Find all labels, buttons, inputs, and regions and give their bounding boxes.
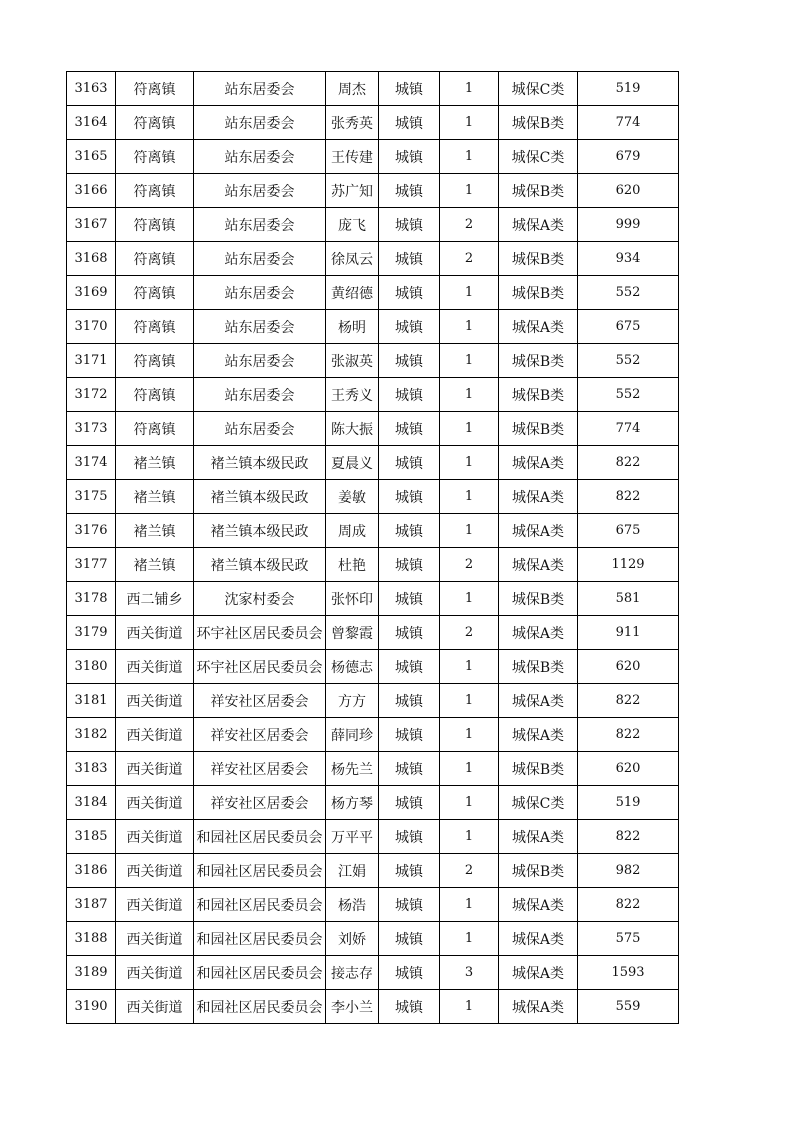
cell-count: 1 xyxy=(440,786,499,820)
cell-number: 3175 xyxy=(67,480,116,514)
cell-count: 1 xyxy=(440,446,499,480)
cell-type: 城镇 xyxy=(379,752,440,786)
cell-category: 城保A类 xyxy=(499,548,578,582)
cell-town: 西关街道 xyxy=(116,684,194,718)
cell-category: 城保B类 xyxy=(499,174,578,208)
cell-town: 符离镇 xyxy=(116,208,194,242)
cell-name: 姜敏 xyxy=(326,480,379,514)
table-row xyxy=(67,242,679,276)
cell-name: 方方 xyxy=(326,684,379,718)
cell-count: 1 xyxy=(440,820,499,854)
cell-committee: 褚兰镇本级民政 xyxy=(194,514,326,548)
cell-type: 城镇 xyxy=(379,344,440,378)
cell-number: 3187 xyxy=(67,888,116,922)
cell-committee: 和园社区居民委员会 xyxy=(194,854,326,888)
cell-category: 城保A类 xyxy=(499,446,578,480)
cell-number: 3177 xyxy=(67,548,116,582)
cell-town: 西关街道 xyxy=(116,616,194,650)
cell-category: 城保C类 xyxy=(499,786,578,820)
cell-number: 3169 xyxy=(67,276,116,310)
cell-name: 刘娇 xyxy=(326,922,379,956)
cell-category: 城保A类 xyxy=(499,922,578,956)
cell-category: 城保B类 xyxy=(499,582,578,616)
cell-amount: 822 xyxy=(578,820,679,854)
cell-amount: 675 xyxy=(578,310,679,344)
cell-committee: 站东居委会 xyxy=(194,344,326,378)
cell-committee: 和园社区居民委员会 xyxy=(194,922,326,956)
cell-committee: 和园社区居民委员会 xyxy=(194,956,326,990)
cell-number: 3171 xyxy=(67,344,116,378)
cell-count: 1 xyxy=(440,174,499,208)
cell-committee: 祥安社区居委会 xyxy=(194,752,326,786)
cell-committee: 褚兰镇本级民政 xyxy=(194,480,326,514)
table-row xyxy=(67,718,679,752)
cell-count: 2 xyxy=(440,548,499,582)
cell-count: 1 xyxy=(440,582,499,616)
cell-amount: 982 xyxy=(578,854,679,888)
cell-town: 褚兰镇 xyxy=(116,446,194,480)
table-row xyxy=(67,922,679,956)
cell-type: 城镇 xyxy=(379,208,440,242)
cell-category: 城保A类 xyxy=(499,310,578,344)
cell-type: 城镇 xyxy=(379,582,440,616)
cell-name: 万平平 xyxy=(326,820,379,854)
cell-category: 城保B类 xyxy=(499,106,578,140)
table-row xyxy=(67,344,679,378)
cell-amount: 552 xyxy=(578,276,679,310)
cell-committee: 和园社区居民委员会 xyxy=(194,820,326,854)
cell-type: 城镇 xyxy=(379,72,440,106)
cell-committee: 站东居委会 xyxy=(194,242,326,276)
cell-number: 3173 xyxy=(67,412,116,446)
cell-type: 城镇 xyxy=(379,820,440,854)
cell-name: 张淑英 xyxy=(326,344,379,378)
cell-category: 城保B类 xyxy=(499,344,578,378)
cell-committee: 褚兰镇本级民政 xyxy=(194,446,326,480)
cell-town: 西关街道 xyxy=(116,650,194,684)
cell-type: 城镇 xyxy=(379,412,440,446)
cell-type: 城镇 xyxy=(379,990,440,1024)
cell-category: 城保A类 xyxy=(499,956,578,990)
cell-number: 3167 xyxy=(67,208,116,242)
cell-town: 符离镇 xyxy=(116,378,194,412)
cell-amount: 575 xyxy=(578,922,679,956)
cell-committee: 站东居委会 xyxy=(194,72,326,106)
cell-amount: 822 xyxy=(578,446,679,480)
cell-number: 3182 xyxy=(67,718,116,752)
cell-category: 城保A类 xyxy=(499,684,578,718)
table-row xyxy=(67,446,679,480)
cell-type: 城镇 xyxy=(379,616,440,650)
cell-town: 西关街道 xyxy=(116,956,194,990)
cell-town: 西关街道 xyxy=(116,922,194,956)
cell-committee: 站东居委会 xyxy=(194,106,326,140)
table-row xyxy=(67,582,679,616)
cell-town: 符离镇 xyxy=(116,72,194,106)
cell-amount: 1593 xyxy=(578,956,679,990)
cell-committee: 站东居委会 xyxy=(194,310,326,344)
table-row xyxy=(67,616,679,650)
cell-category: 城保B类 xyxy=(499,378,578,412)
cell-type: 城镇 xyxy=(379,446,440,480)
cell-count: 1 xyxy=(440,480,499,514)
cell-committee: 站东居委会 xyxy=(194,276,326,310)
cell-category: 城保C类 xyxy=(499,140,578,174)
cell-count: 1 xyxy=(440,344,499,378)
cell-number: 3165 xyxy=(67,140,116,174)
cell-committee: 环宇社区居民委员会 xyxy=(194,616,326,650)
cell-number: 3189 xyxy=(67,956,116,990)
cell-number: 3183 xyxy=(67,752,116,786)
cell-count: 1 xyxy=(440,684,499,718)
cell-count: 1 xyxy=(440,72,499,106)
table-row xyxy=(67,310,679,344)
cell-name: 夏晨义 xyxy=(326,446,379,480)
table-row xyxy=(67,72,679,106)
cell-type: 城镇 xyxy=(379,174,440,208)
table-row xyxy=(67,548,679,582)
cell-amount: 911 xyxy=(578,616,679,650)
cell-town: 褚兰镇 xyxy=(116,514,194,548)
cell-count: 2 xyxy=(440,854,499,888)
cell-name: 陈大振 xyxy=(326,412,379,446)
cell-number: 3170 xyxy=(67,310,116,344)
cell-number: 3176 xyxy=(67,514,116,548)
cell-committee: 站东居委会 xyxy=(194,140,326,174)
cell-name: 王传建 xyxy=(326,140,379,174)
cell-category: 城保B类 xyxy=(499,752,578,786)
cell-committee: 和园社区居民委员会 xyxy=(194,990,326,1024)
cell-number: 3178 xyxy=(67,582,116,616)
cell-name: 黄绍德 xyxy=(326,276,379,310)
cell-committee: 沈家村委会 xyxy=(194,582,326,616)
cell-committee: 环宇社区居民委员会 xyxy=(194,650,326,684)
cell-count: 1 xyxy=(440,140,499,174)
cell-count: 2 xyxy=(440,242,499,276)
cell-name: 王秀义 xyxy=(326,378,379,412)
cell-type: 城镇 xyxy=(379,888,440,922)
cell-number: 3184 xyxy=(67,786,116,820)
table-row xyxy=(67,106,679,140)
cell-amount: 822 xyxy=(578,888,679,922)
cell-committee: 站东居委会 xyxy=(194,174,326,208)
cell-town: 符离镇 xyxy=(116,344,194,378)
cell-type: 城镇 xyxy=(379,242,440,276)
cell-name: 接志存 xyxy=(326,956,379,990)
cell-count: 1 xyxy=(440,106,499,140)
cell-amount: 934 xyxy=(578,242,679,276)
cell-town: 符离镇 xyxy=(116,242,194,276)
cell-amount: 581 xyxy=(578,582,679,616)
table-row xyxy=(67,684,679,718)
cell-name: 张怀印 xyxy=(326,582,379,616)
cell-count: 3 xyxy=(440,956,499,990)
cell-amount: 519 xyxy=(578,786,679,820)
cell-number: 3163 xyxy=(67,72,116,106)
cell-count: 1 xyxy=(440,752,499,786)
cell-town: 西二铺乡 xyxy=(116,582,194,616)
table-row xyxy=(67,480,679,514)
cell-amount: 675 xyxy=(578,514,679,548)
cell-town: 西关街道 xyxy=(116,786,194,820)
cell-committee: 褚兰镇本级民政 xyxy=(194,548,326,582)
cell-amount: 774 xyxy=(578,412,679,446)
cell-amount: 620 xyxy=(578,752,679,786)
cell-number: 3168 xyxy=(67,242,116,276)
cell-town: 西关街道 xyxy=(116,990,194,1024)
cell-name: 杜艳 xyxy=(326,548,379,582)
cell-number: 3164 xyxy=(67,106,116,140)
cell-name: 杨德志 xyxy=(326,650,379,684)
cell-name: 江娟 xyxy=(326,854,379,888)
cell-category: 城保B类 xyxy=(499,412,578,446)
table-row xyxy=(67,208,679,242)
cell-name: 庞飞 xyxy=(326,208,379,242)
cell-category: 城保A类 xyxy=(499,888,578,922)
cell-type: 城镇 xyxy=(379,276,440,310)
cell-name: 杨明 xyxy=(326,310,379,344)
cell-amount: 552 xyxy=(578,378,679,412)
table-row xyxy=(67,786,679,820)
table-row xyxy=(67,412,679,446)
cell-town: 符离镇 xyxy=(116,276,194,310)
cell-category: 城保B类 xyxy=(499,276,578,310)
cell-type: 城镇 xyxy=(379,480,440,514)
table-row xyxy=(67,854,679,888)
cell-number: 3185 xyxy=(67,820,116,854)
cell-town: 西关街道 xyxy=(116,888,194,922)
cell-town: 西关街道 xyxy=(116,718,194,752)
cell-amount: 822 xyxy=(578,684,679,718)
cell-count: 1 xyxy=(440,310,499,344)
cell-type: 城镇 xyxy=(379,718,440,752)
cell-category: 城保B类 xyxy=(499,854,578,888)
cell-count: 1 xyxy=(440,650,499,684)
cell-name: 李小兰 xyxy=(326,990,379,1024)
roster-table xyxy=(66,71,679,1024)
cell-committee: 站东居委会 xyxy=(194,412,326,446)
cell-name: 周杰 xyxy=(326,72,379,106)
cell-town: 符离镇 xyxy=(116,174,194,208)
cell-amount: 1129 xyxy=(578,548,679,582)
table-row xyxy=(67,650,679,684)
table-row xyxy=(67,378,679,412)
cell-town: 符离镇 xyxy=(116,140,194,174)
cell-category: 城保A类 xyxy=(499,514,578,548)
cell-number: 3180 xyxy=(67,650,116,684)
cell-category: 城保A类 xyxy=(499,718,578,752)
cell-number: 3188 xyxy=(67,922,116,956)
cell-name: 杨浩 xyxy=(326,888,379,922)
cell-count: 1 xyxy=(440,514,499,548)
cell-count: 1 xyxy=(440,412,499,446)
cell-number: 3181 xyxy=(67,684,116,718)
cell-committee: 祥安社区居委会 xyxy=(194,718,326,752)
cell-town: 褚兰镇 xyxy=(116,480,194,514)
cell-category: 城保A类 xyxy=(499,208,578,242)
cell-count: 1 xyxy=(440,888,499,922)
table-row xyxy=(67,820,679,854)
cell-amount: 620 xyxy=(578,174,679,208)
cell-name: 张秀英 xyxy=(326,106,379,140)
cell-town: 符离镇 xyxy=(116,412,194,446)
cell-town: 符离镇 xyxy=(116,106,194,140)
cell-number: 3166 xyxy=(67,174,116,208)
cell-type: 城镇 xyxy=(379,956,440,990)
table-row xyxy=(67,990,679,1024)
cell-number: 3174 xyxy=(67,446,116,480)
cell-category: 城保B类 xyxy=(499,650,578,684)
cell-count: 2 xyxy=(440,208,499,242)
cell-type: 城镇 xyxy=(379,854,440,888)
cell-name: 杨先兰 xyxy=(326,752,379,786)
cell-type: 城镇 xyxy=(379,514,440,548)
cell-name: 曾黎霞 xyxy=(326,616,379,650)
cell-number: 3186 xyxy=(67,854,116,888)
cell-type: 城镇 xyxy=(379,378,440,412)
cell-category: 城保A类 xyxy=(499,616,578,650)
cell-number: 3172 xyxy=(67,378,116,412)
cell-type: 城镇 xyxy=(379,106,440,140)
cell-type: 城镇 xyxy=(379,684,440,718)
cell-amount: 620 xyxy=(578,650,679,684)
cell-category: 城保A类 xyxy=(499,820,578,854)
cell-count: 2 xyxy=(440,616,499,650)
cell-number: 3190 xyxy=(67,990,116,1024)
cell-count: 1 xyxy=(440,922,499,956)
cell-type: 城镇 xyxy=(379,310,440,344)
table-row xyxy=(67,752,679,786)
table-row xyxy=(67,174,679,208)
table-row xyxy=(67,888,679,922)
cell-committee: 和园社区居民委员会 xyxy=(194,888,326,922)
cell-town: 符离镇 xyxy=(116,310,194,344)
cell-town: 褚兰镇 xyxy=(116,548,194,582)
cell-amount: 519 xyxy=(578,72,679,106)
cell-count: 1 xyxy=(440,718,499,752)
cell-committee: 站东居委会 xyxy=(194,208,326,242)
cell-category: 城保A类 xyxy=(499,990,578,1024)
cell-name: 杨方琴 xyxy=(326,786,379,820)
cell-category: 城保C类 xyxy=(499,72,578,106)
cell-count: 1 xyxy=(440,276,499,310)
cell-category: 城保A类 xyxy=(499,480,578,514)
cell-type: 城镇 xyxy=(379,786,440,820)
cell-amount: 559 xyxy=(578,990,679,1024)
cell-type: 城镇 xyxy=(379,922,440,956)
cell-name: 徐凤云 xyxy=(326,242,379,276)
cell-type: 城镇 xyxy=(379,140,440,174)
table-row xyxy=(67,140,679,174)
cell-committee: 站东居委会 xyxy=(194,378,326,412)
cell-number: 3179 xyxy=(67,616,116,650)
cell-type: 城镇 xyxy=(379,650,440,684)
cell-name: 薛同珍 xyxy=(326,718,379,752)
cell-town: 西关街道 xyxy=(116,820,194,854)
cell-committee: 祥安社区居委会 xyxy=(194,786,326,820)
cell-amount: 774 xyxy=(578,106,679,140)
cell-name: 周成 xyxy=(326,514,379,548)
cell-committee: 祥安社区居委会 xyxy=(194,684,326,718)
table-row xyxy=(67,276,679,310)
table-body xyxy=(67,72,679,1024)
cell-amount: 822 xyxy=(578,718,679,752)
cell-count: 1 xyxy=(440,990,499,1024)
cell-town: 西关街道 xyxy=(116,854,194,888)
cell-amount: 999 xyxy=(578,208,679,242)
cell-amount: 822 xyxy=(578,480,679,514)
cell-count: 1 xyxy=(440,378,499,412)
cell-type: 城镇 xyxy=(379,548,440,582)
table-row xyxy=(67,956,679,990)
table-row xyxy=(67,514,679,548)
cell-town: 西关街道 xyxy=(116,752,194,786)
cell-amount: 552 xyxy=(578,344,679,378)
cell-name: 苏广知 xyxy=(326,174,379,208)
cell-amount: 679 xyxy=(578,140,679,174)
cell-category: 城保B类 xyxy=(499,242,578,276)
